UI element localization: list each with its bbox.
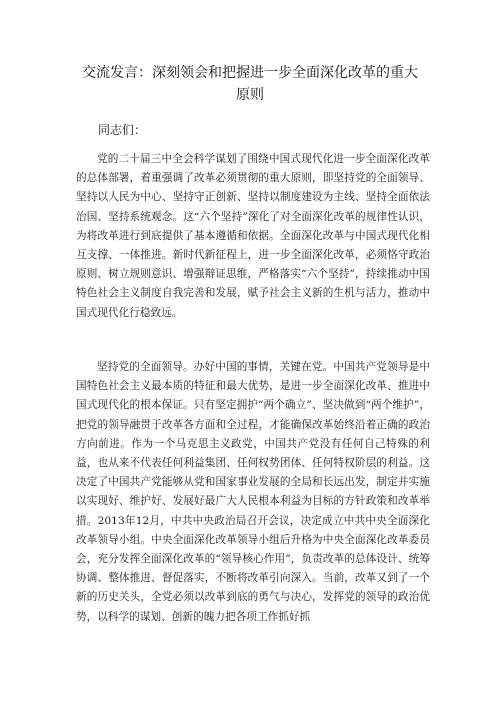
document-title: 交流发言：深刻领会和把握进一步全面深化改革的重大原则 [82,65,418,103]
salutation: 同志们： [98,123,147,137]
paragraph-1: 党的二十届三中全会科学谋划了围绕中国式现代化进一步全面深化改革的总体部署，着重强调了改革必须贯彻的重大原则，即坚持党的全面领导、坚持以人民为中心、坚持守正创新、坚持以制度建设为主线、坚持全面依法治国、坚持系统观念。这“六个坚持”深化了对全面深化改革的规律性认识，为将改革进行到底提供了基本遵循和依据。全面深化改革与中国式现代化相互支撑、一体推进。新时代新征程上，进一步全面深化改革，必须恪守政治原则、树立规则意识、增强辩证思维，严格落实“六个坚持”，持续推动中国特色社会主义制度自我完善和发展，赋予社会主义新的生机与活力，推动中国式现代化行稳致远。 [76,153,430,319]
paragraph-2: 坚持党的全面领导。办好中国的事情，关键在党。中国共产党领导是中国特色社会主义最本质的特征和最大优势，是进一步全面深化改革、推进中国式现代化的根本保证。只有坚定拥护“两个确立”、坚决做到“两个维护”，把党的领导融贯于改革各方面和全过程，才能确保改革始终沿着正确的政治方向前进。作为一个马克思主义政党，中国共产党没有任何自己特殊的利益，也从来不代表任何利益集团、任何权势团体、任何特权阶层的利益。这决定了中国共产党能够从党和国家事业发展的全局和长远出发，制定并实施以实现好、维护好、发展好最广大人民根本利益为目标的方针政策和改革举措。2013年12月，中共中央政治局召开会议，决定成立中共中央全面深化改革领导小组。中央全面深化改革领导小组后升格为中央全面深化改革委员会，充分发挥全面深化改革的“领导核心作用”，负责改革的总体设计、统筹协调、整体推进、督促落实，不断将改革引向深入。当前，改革又到了一个新的历史关头，全党必须以改革到底的勇气与决心，发挥党的领导的政治优势，以科学的谋划、创新的魄力把各项工作抓好抓 [76,361,430,623]
